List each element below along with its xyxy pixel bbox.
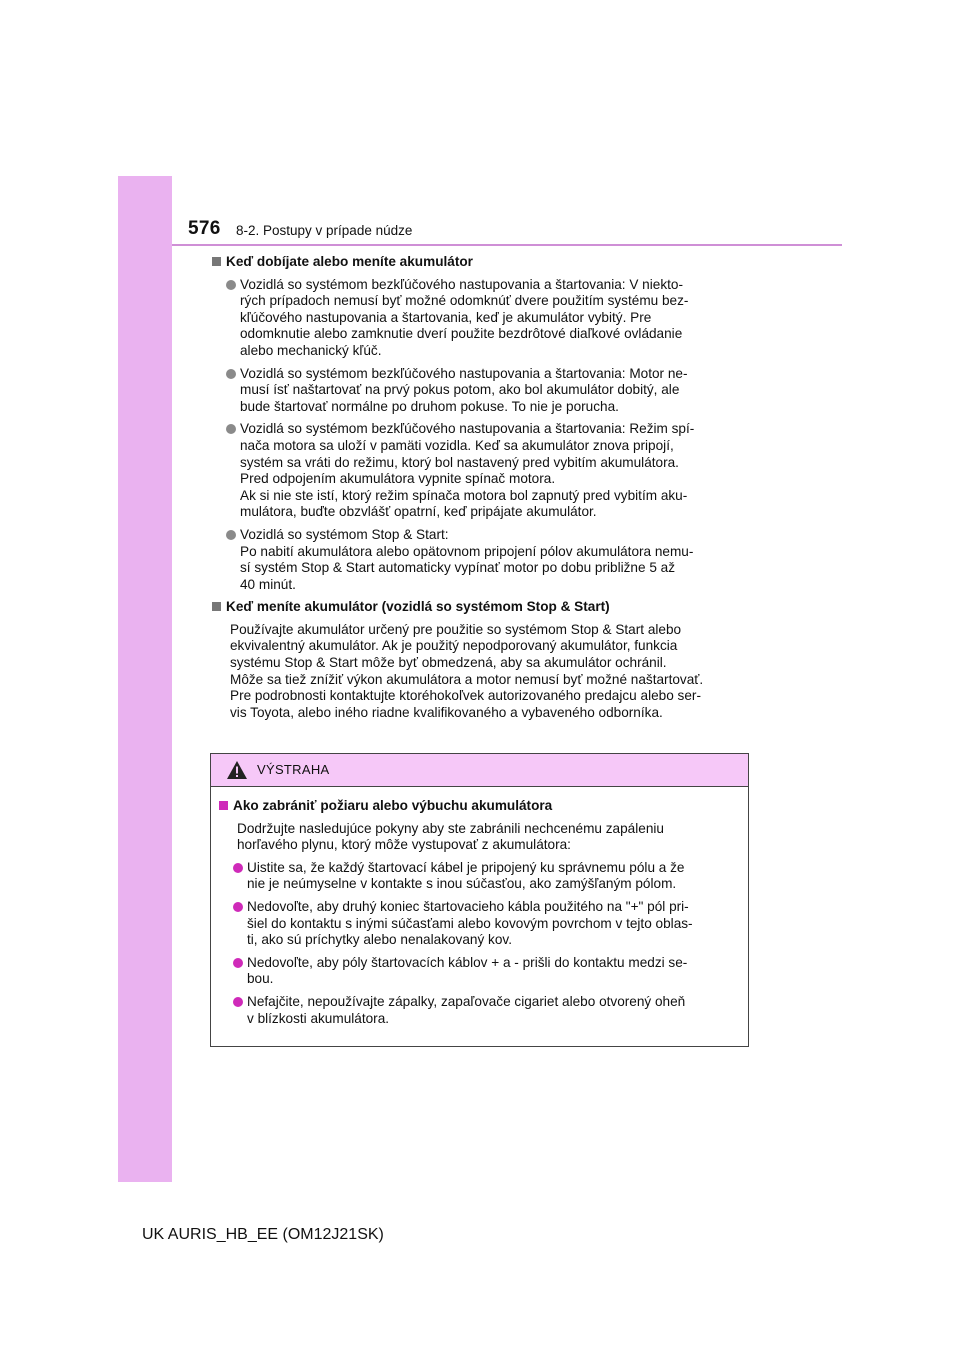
text-line: šiel do kontaktu s inými súčasťami alebo kovovým povrchom v tejto oblas- (247, 915, 693, 931)
text-line: vis Toyota, alebo iného riadne kvalifikovaného a vybaveného odborníka. (230, 704, 663, 720)
page-header (172, 208, 842, 246)
text-line: ekvivalentný akumulátor. Ak je použitý nepodporovaný akumulátor, funkcia (230, 638, 678, 654)
text-line: horľavého plynu, ktorý môže vystupovať z akumulátora: (237, 837, 571, 853)
header-rule (172, 244, 842, 246)
heading-text: Keď dobíjate alebo meníte akumulátor (226, 254, 473, 269)
warning-body (219, 798, 743, 1033)
text-line: Používajte akumulátor určený pre použitie so systémom Stop & Start alebo (230, 621, 682, 637)
bullet-item (219, 860, 743, 893)
warning-intro (219, 821, 743, 854)
text-line: rých prípadoch nemusí byť možné odomknúť dvere použitím systému bez- (240, 293, 689, 309)
text-line: Ak si nie ste istí, ktorý režim spínača motora bol zapnutý pred vybitím aku- (240, 487, 688, 503)
replacing-paragraph (212, 622, 750, 722)
text-line: nie je neúmyselne v kontakte s inou súčasťou, ako zamýšľaným pólom. (247, 876, 677, 892)
text-line: bou. (247, 971, 274, 987)
text-line: Nefajčite, nepoužívajte zápalky, zapaľovače cigariet alebo otvorený oheň (247, 993, 686, 1009)
bullet-item (212, 527, 750, 593)
text-line: Nedovoľte, aby póly štartovacích káblov + a - prišli do kontaktu medzi se- (247, 954, 688, 970)
text-line: v blízkosti akumulátora. (247, 1010, 390, 1026)
warning-box (210, 753, 749, 1047)
round-bullet-icon (233, 997, 243, 1007)
warning-label: VÝSTRAHA (257, 762, 330, 777)
text-line: Môže sa tiež znížiť výkon akumulátora a motor nemusí byť možné naštartovať. (230, 671, 704, 687)
text-line: Pre podrobnosti kontaktujte ktoréhokoľvek autorizovaného predajcu alebo ser- (230, 688, 701, 704)
text-line: 40 minút. (240, 576, 296, 592)
text-line: bude štartovať normálne po druhom pokuse. To nie je porucha. (240, 398, 619, 414)
text-line: kľúčového nastupovania a štartovania, keď je akumulátor vybitý. Pre (240, 309, 652, 325)
text-line: musí ísť naštartovať na prvý pokus potom, ako bol akumulátor dobitý, ale (240, 382, 680, 398)
text-line: Nedovoľte, aby druhý koniec štartovacieho kábla použitého na "+" pól pri- (247, 898, 689, 914)
warning-header (211, 754, 748, 787)
text-line: odomknutie alebo zamknutie dverí použite bezdrôtové diaľkové ovládanie (240, 326, 683, 342)
warning-bullet-list (219, 860, 743, 1027)
warning-heading (219, 798, 743, 815)
round-bullet-icon (226, 369, 236, 379)
bullet-item (219, 899, 743, 949)
round-bullet-icon (226, 424, 236, 434)
round-bullet-icon (233, 958, 243, 968)
text-line: systém sa vráti do režimu, ktorý bol nastavený pred vybitím akumulátora. (240, 454, 679, 470)
text-line: Vozidlá so systémom bezkľúčového nastupovania a štartovania: Režim spí- (240, 421, 695, 437)
warning-triangle-icon (226, 760, 248, 780)
text-line: mulátora, buďte obzvlášť opatrní, keď pripájate akumulátor. (240, 504, 597, 520)
bullet-item (219, 955, 743, 988)
chapter-side-band (118, 176, 172, 1182)
bullet-item (212, 421, 750, 521)
round-bullet-icon (233, 902, 243, 912)
text-line: nača motora sa uloží v pamäti vozidla. Keď sa akumulátor znova pripojí, (240, 437, 674, 453)
text-line: Pred odpojením akumulátora vypnite spínač motora. (240, 471, 556, 487)
footer-model-code: UK AURIS_HB_EE (OM12J21SK) (142, 1226, 384, 1243)
bullet-item (212, 277, 750, 360)
text-line: alebo mechanický kľúč. (240, 342, 382, 358)
text-line: Vozidlá so systémom bezkľúčového nastupovania a štartovania: V niekto- (240, 276, 683, 292)
text-line: Uistite sa, že každý štartovací kábel je pripojený ku správnemu pólu a že (247, 859, 685, 875)
main-content (212, 254, 750, 727)
section-heading-replacing (212, 599, 750, 616)
text-line: systému Stop & Start môže byť obmedzená, aby sa akumulátor ochránil. (230, 655, 667, 671)
text-line: Dodržujte nasledujúce pokyny aby ste zabránili nechcenému zapáleniu (237, 820, 664, 836)
square-bullet-icon (212, 257, 221, 266)
round-bullet-icon (233, 863, 243, 873)
bullet-item (219, 994, 743, 1027)
square-bullet-icon (219, 801, 228, 810)
text-line: Vozidlá so systémom bezkľúčového nastupovania a štartovania: Motor ne- (240, 365, 688, 381)
round-bullet-icon (226, 530, 236, 540)
bullet-item (212, 366, 750, 416)
page-number: 576 (188, 218, 221, 239)
text-line: ti, ako sú príchytky alebo nenalakovaný kov. (247, 932, 512, 948)
heading-text: Ako zabrániť požiaru alebo výbuchu akumulátora (233, 798, 553, 813)
text-line: Vozidlá so systémom Stop & Start: (240, 526, 449, 542)
heading-text: Keď meníte akumulátor (vozidlá so systémom Stop & Start) (226, 599, 610, 615)
section-heading-charging (212, 254, 750, 271)
text-line: sí systém Stop & Start automaticky vypínať motor po dobu približne 5 až (240, 560, 676, 576)
square-bullet-icon (212, 602, 221, 611)
section-title: 8-2. Postupy v prípade núdze (236, 223, 413, 238)
round-bullet-icon (226, 280, 236, 290)
text-line: Po nabití akumulátora alebo opätovnom pripojení pólov akumulátora nemu- (240, 543, 694, 559)
charging-bullet-list (212, 277, 750, 594)
